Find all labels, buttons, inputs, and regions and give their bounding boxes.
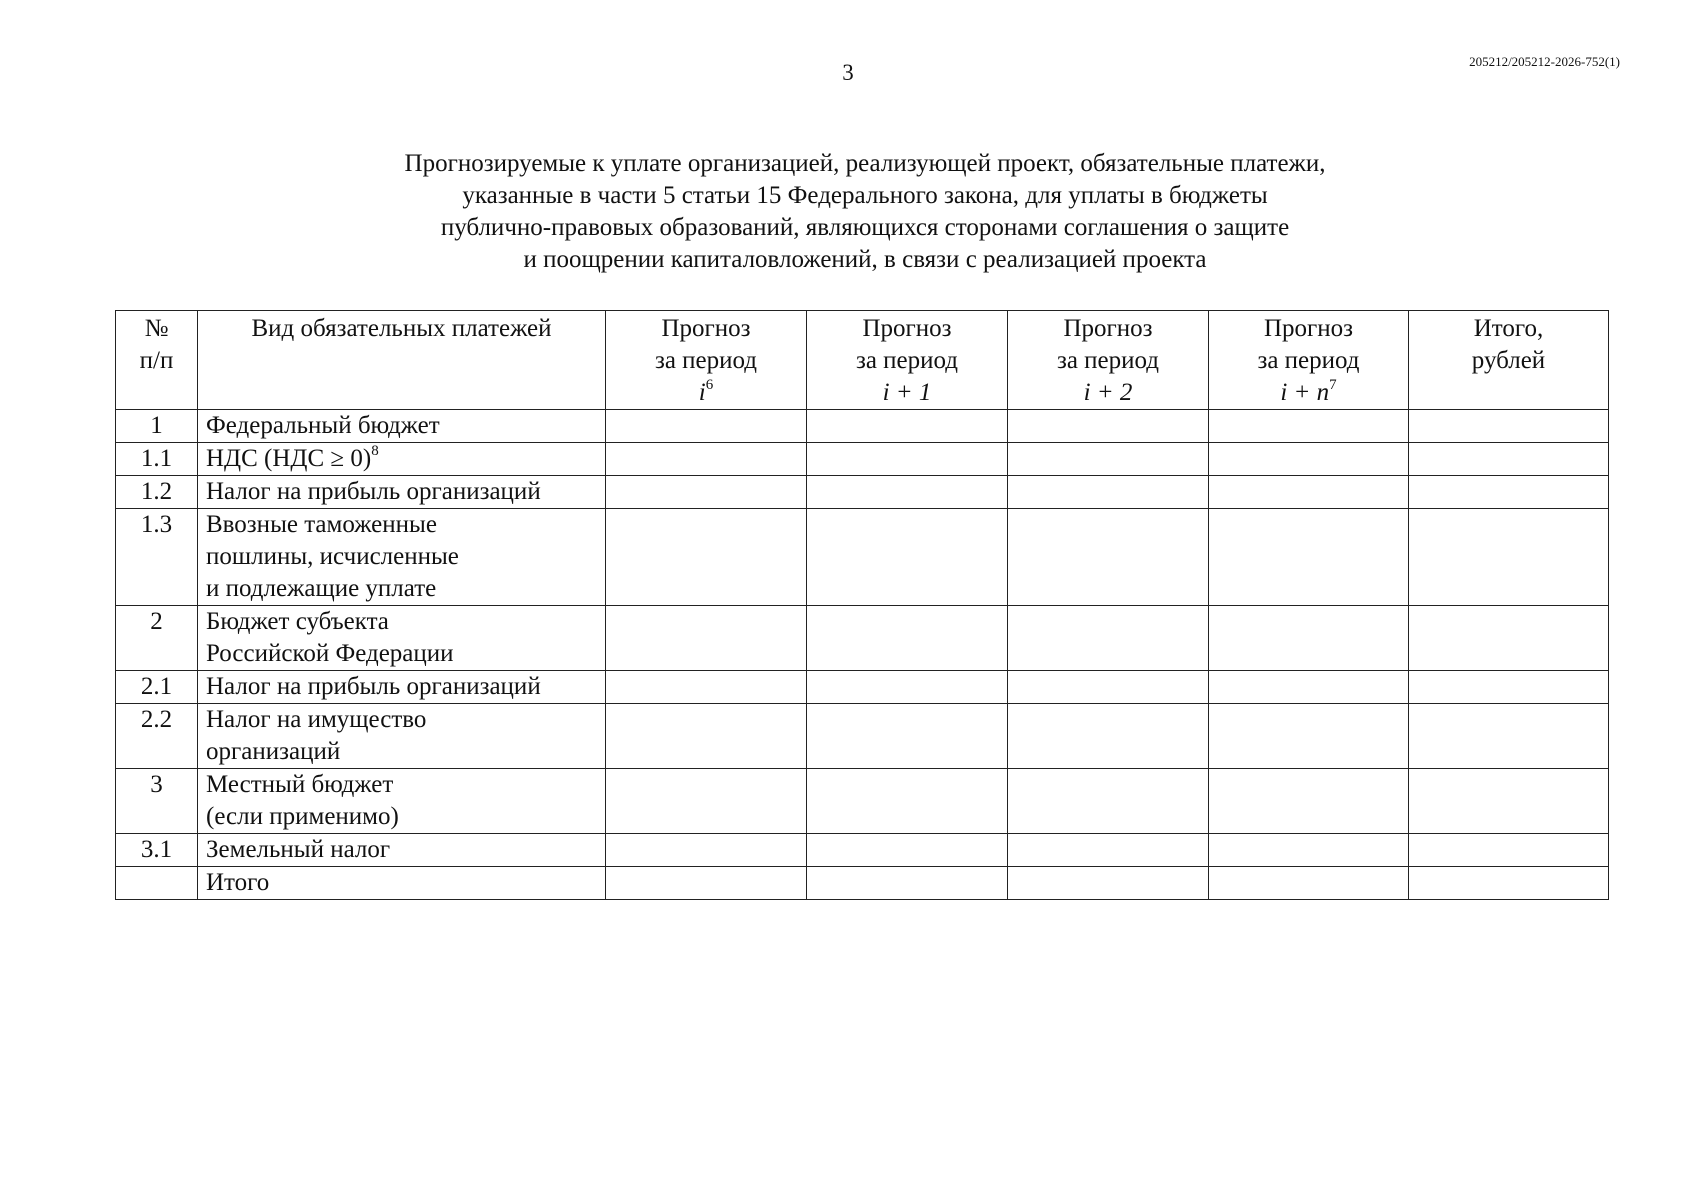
value-cell: [606, 443, 807, 476]
value-cell: [1409, 867, 1609, 900]
value-cell: [606, 606, 807, 671]
title-line: Прогнозируемые к уплате организацией, реализующей проект, обязательные платежи,: [404, 150, 1326, 177]
table-row: [116, 834, 1609, 867]
row-number: 2.1: [116, 671, 198, 704]
value-cell: [1209, 671, 1409, 704]
header-forecast-period-i-plus-2: Прогноз за период i + 2: [1008, 311, 1209, 410]
value-cell: [1008, 476, 1209, 509]
table-total-row: [116, 867, 1609, 900]
payments-table: [115, 310, 1609, 900]
row-number: 3: [116, 769, 198, 834]
value-cell: [1008, 606, 1209, 671]
value-cell: [1409, 834, 1609, 867]
value-cell: [606, 509, 807, 606]
title-line: указанные в части 5 статьи 15 Федерального закона, для уплаты в бюджеты: [462, 182, 1268, 209]
row-number: 1.3: [116, 509, 198, 606]
header-forecast-period-i: Прогноз за период $i^6$: [606, 311, 807, 410]
value-cell: [807, 606, 1008, 671]
value-cell: [1409, 704, 1609, 769]
header-num: № п/п: [116, 311, 198, 410]
header-forecast-period-i-plus-1: Прогноз за период i + 1: [807, 311, 1008, 410]
table-row: [116, 769, 1609, 834]
row-number: 3.1: [116, 834, 198, 867]
payment-name: Налог на прибыль организаций: [198, 671, 606, 704]
value-cell: [1008, 867, 1209, 900]
value-cell: [1409, 476, 1609, 509]
document-id: 205212/205212-2026-752(1): [1469, 54, 1620, 69]
value-cell: [807, 769, 1008, 834]
value-cell: [606, 769, 807, 834]
value-cell: [1209, 410, 1409, 443]
table-row: [116, 509, 1609, 606]
row-number: 2.2: [116, 704, 198, 769]
table-row: [116, 704, 1609, 769]
header-total: Итого, рублей: [1409, 311, 1609, 410]
payment-name: Местный бюджет (если применимо): [198, 769, 606, 834]
row-number: 1: [116, 410, 198, 443]
value-cell: [1209, 606, 1409, 671]
row-number: [116, 867, 198, 900]
value-cell: [606, 671, 807, 704]
value-cell: [1008, 704, 1209, 769]
value-cell: [1409, 443, 1609, 476]
value-cell: [1409, 606, 1609, 671]
value-cell: [807, 867, 1008, 900]
row-number: 2: [116, 606, 198, 671]
value-cell: [807, 704, 1008, 769]
value-cell: [807, 509, 1008, 606]
table-row: [116, 443, 1609, 476]
header-forecast-period-i-plus-n: Прогноз за период $i + n^7$: [1209, 311, 1409, 410]
payment-name: Бюджет субъекта Российской Федерации: [198, 606, 606, 671]
value-cell: [1409, 509, 1609, 606]
row-number: 1.1: [116, 443, 198, 476]
value-cell: [807, 834, 1008, 867]
title-line: и поощрении капиталовложений, в связи с реализацией проекта: [523, 246, 1207, 273]
payment-name: НДС (НДС ≥ 0)$^8$: [198, 443, 606, 476]
value-cell: [1209, 443, 1409, 476]
row-number: 1.2: [116, 476, 198, 509]
value-cell: [1008, 834, 1209, 867]
value-cell: [1209, 867, 1409, 900]
value-cell: [606, 834, 807, 867]
footnote-ref: 7: [1329, 376, 1337, 393]
table-row: [116, 410, 1609, 443]
header-payment-type: Вид обязательных платежей: [198, 311, 606, 410]
value-cell: [807, 671, 1008, 704]
table-row: [116, 671, 1609, 704]
footnote-ref: 6: [705, 376, 714, 393]
value-cell: [606, 867, 807, 900]
payment-name: Налог на имущество организаций: [198, 704, 606, 769]
value-cell: [1409, 671, 1609, 704]
value-cell: [1409, 410, 1609, 443]
value-cell: [1209, 509, 1409, 606]
payment-name: Налог на прибыль организаций: [198, 476, 606, 509]
table-row: [116, 606, 1609, 671]
value-cell: [606, 476, 807, 509]
value-cell: [1209, 704, 1409, 769]
title-line: публично-правовых образований, являющихся сторонами соглашения о защите: [440, 214, 1290, 241]
document-title: [200, 148, 1530, 276]
value-cell: [606, 410, 807, 443]
value-cell: [1409, 769, 1609, 834]
footnote-ref: 8: [371, 442, 379, 459]
table-row: [116, 476, 1609, 509]
table-header-row: [116, 311, 1609, 410]
value-cell: [1209, 476, 1409, 509]
payment-name: Ввозные таможенные пошлины, исчисленные и подлежащие уплате: [198, 509, 606, 606]
value-cell: [1008, 671, 1209, 704]
value-cell: [1008, 769, 1209, 834]
value-cell: [1008, 509, 1209, 606]
value-cell: [1008, 443, 1209, 476]
value-cell: [807, 476, 1008, 509]
value-cell: [1008, 410, 1209, 443]
value-cell: [606, 704, 807, 769]
payment-name: Земельный налог: [198, 834, 606, 867]
page-number: 3: [842, 60, 854, 85]
value-cell: [807, 410, 1008, 443]
payment-name: Федеральный бюджет: [198, 410, 606, 443]
value-cell: [1209, 834, 1409, 867]
payment-name: Итого: [198, 867, 606, 900]
value-cell: [807, 443, 1008, 476]
value-cell: [1209, 769, 1409, 834]
